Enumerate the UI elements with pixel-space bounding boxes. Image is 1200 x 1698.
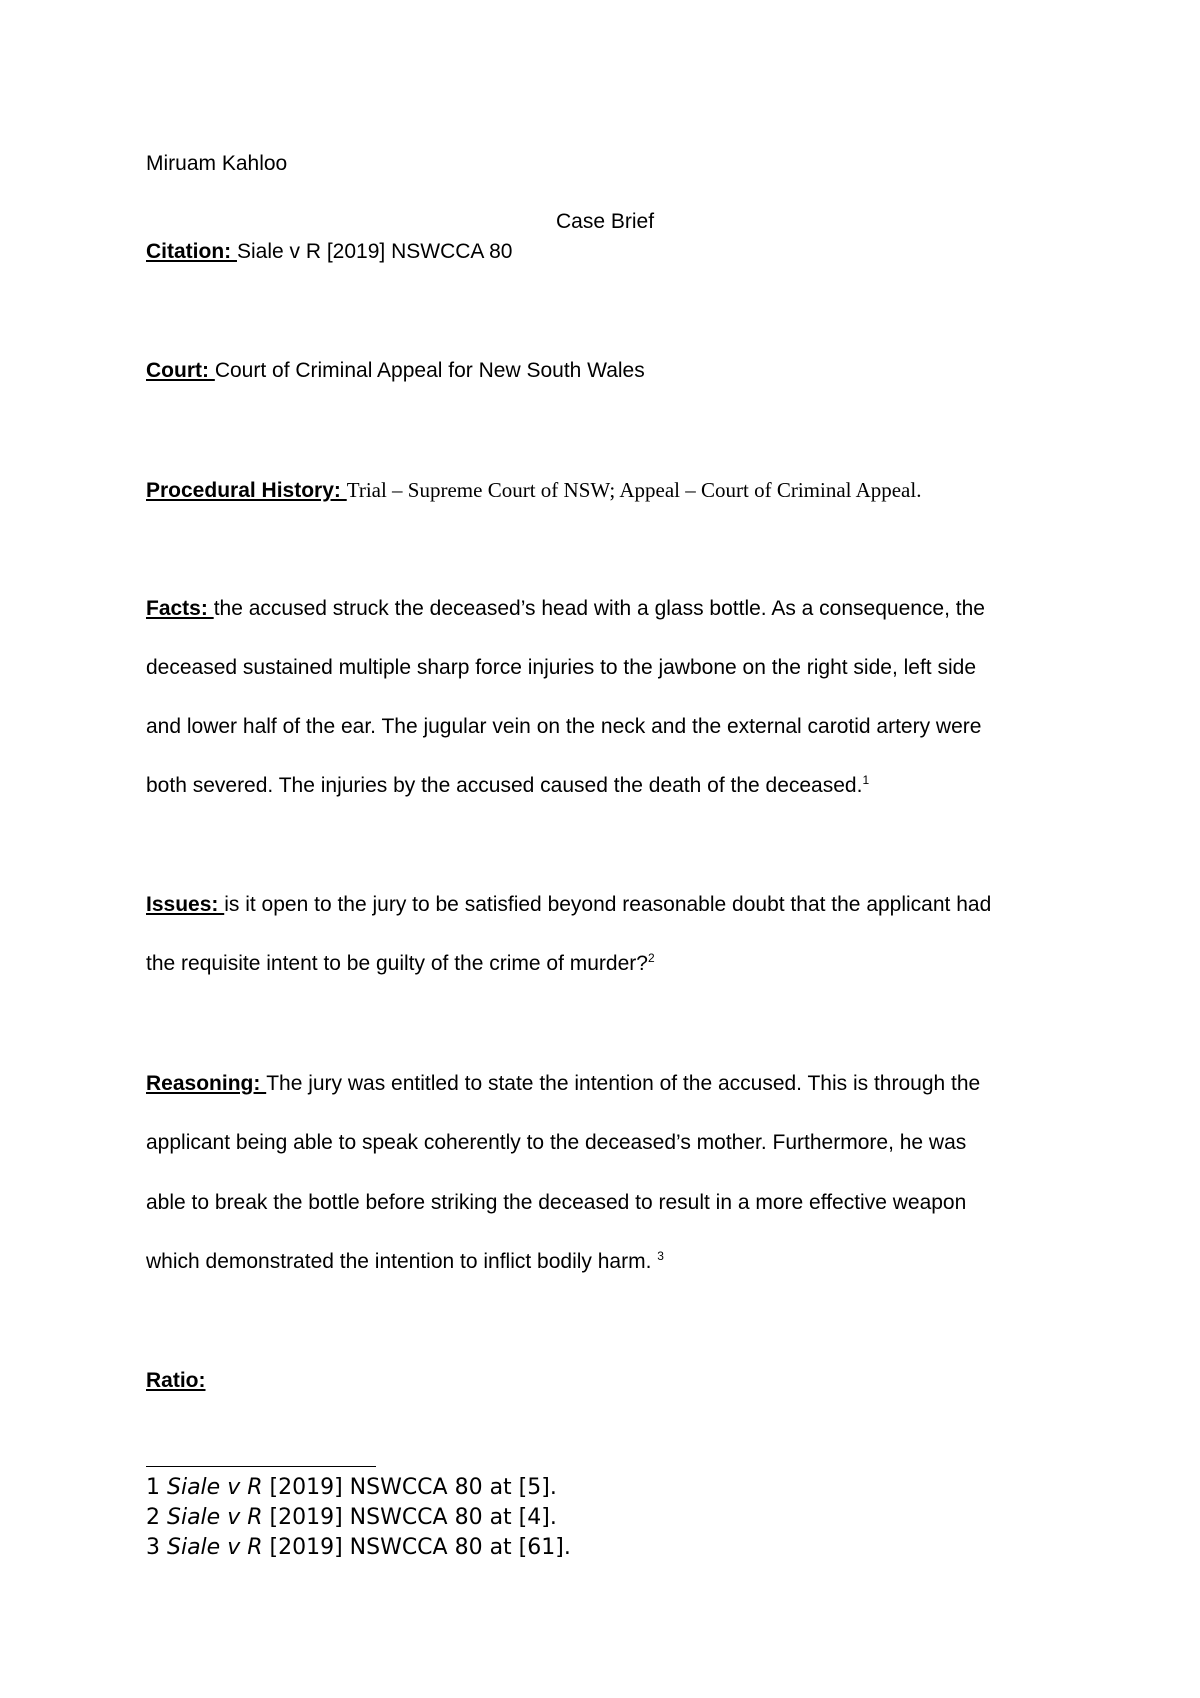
reasoning-text-4: which demonstrated the intention to inflict bodily harm. bbox=[146, 1250, 658, 1273]
citation-label: Citation: bbox=[146, 240, 237, 263]
reasoning-label: Reasoning: bbox=[146, 1072, 267, 1095]
issues-label: Issues: bbox=[146, 893, 225, 916]
citation-text: Siale v R [2019] NSWCCA 80 bbox=[236, 240, 513, 263]
facts-line-1 bbox=[146, 598, 985, 619]
footnote-1-text: [2019] NSWCCA 80 at [5]. bbox=[262, 1475, 557, 1500]
facts-text-1: the accused struck the deceased’s head with a glass bottle. As a consequence, the bbox=[213, 597, 985, 620]
citation-line bbox=[146, 241, 512, 262]
procedural-history-text: Trial – Supreme Court of NSW; Appeal – Court of Criminal Appeal. bbox=[346, 478, 922, 502]
reasoning-text-1: The jury was entitled to state the intention of the accused. This is through the bbox=[266, 1072, 981, 1095]
author-name: Miruam Kahloo bbox=[146, 152, 288, 175]
footnote-3-number: 3 bbox=[146, 1535, 160, 1560]
footnote-ref-2[interactable]: 2 bbox=[647, 951, 655, 965]
footnote-2-text: [2019] NSWCCA 80 at [4]. bbox=[262, 1505, 557, 1530]
footnote-2-case: Siale v R bbox=[167, 1505, 263, 1530]
facts-text-4: both severed. The injuries by the accused caused the death of the deceased. bbox=[146, 774, 863, 797]
footnote-3-text: [2019] NSWCCA 80 at [61]. bbox=[262, 1535, 571, 1560]
facts-label: Facts: bbox=[146, 597, 214, 620]
reasoning-line-4 bbox=[146, 1251, 664, 1272]
issues-text-2: the requisite intent to be guilty of the crime of murder? bbox=[146, 952, 648, 975]
reasoning-line-3: able to break the bottle before striking the deceased to result in a more effective weapon bbox=[146, 1191, 967, 1214]
ratio-label: Ratio: bbox=[146, 1369, 206, 1392]
footnote-ref-1[interactable]: 1 bbox=[862, 773, 870, 787]
court-text: Court of Criminal Appeal for New South Wales bbox=[214, 359, 645, 382]
footnote-1-case: Siale v R bbox=[167, 1475, 263, 1500]
footnote-1 bbox=[146, 1477, 557, 1499]
court-label: Court: bbox=[146, 359, 215, 382]
procedural-history-line bbox=[146, 480, 921, 501]
footnote-separator bbox=[146, 1466, 376, 1467]
court-line bbox=[146, 360, 645, 381]
footnote-3 bbox=[146, 1537, 571, 1559]
facts-line-4 bbox=[146, 775, 869, 796]
footnote-2 bbox=[146, 1507, 557, 1529]
footnote-ref-3[interactable]: 3 bbox=[657, 1249, 664, 1263]
issues-line-1 bbox=[146, 894, 991, 915]
procedural-history-label: Procedural History: bbox=[146, 479, 347, 502]
footnote-1-number: 1 bbox=[146, 1475, 160, 1500]
document-title: Case Brief bbox=[556, 210, 655, 233]
facts-line-2: deceased sustained multiple sharp force injuries to the jawbone on the right side, left side bbox=[146, 656, 976, 679]
reasoning-line-1 bbox=[146, 1073, 980, 1094]
issues-text-1: is it open to the jury to be satisfied beyond reasonable doubt that the applicant had bbox=[224, 893, 992, 916]
facts-line-3: and lower half of the ear. The jugular vein on the neck and the external carotid artery were bbox=[146, 715, 982, 738]
reasoning-line-2: applicant being able to speak coherently to the deceased’s mother. Furthermore, he was bbox=[146, 1131, 967, 1154]
issues-line-2 bbox=[146, 953, 655, 974]
footnote-3-case: Siale v R bbox=[167, 1535, 263, 1560]
footnote-2-number: 2 bbox=[146, 1505, 160, 1530]
ratio-line bbox=[146, 1370, 206, 1391]
